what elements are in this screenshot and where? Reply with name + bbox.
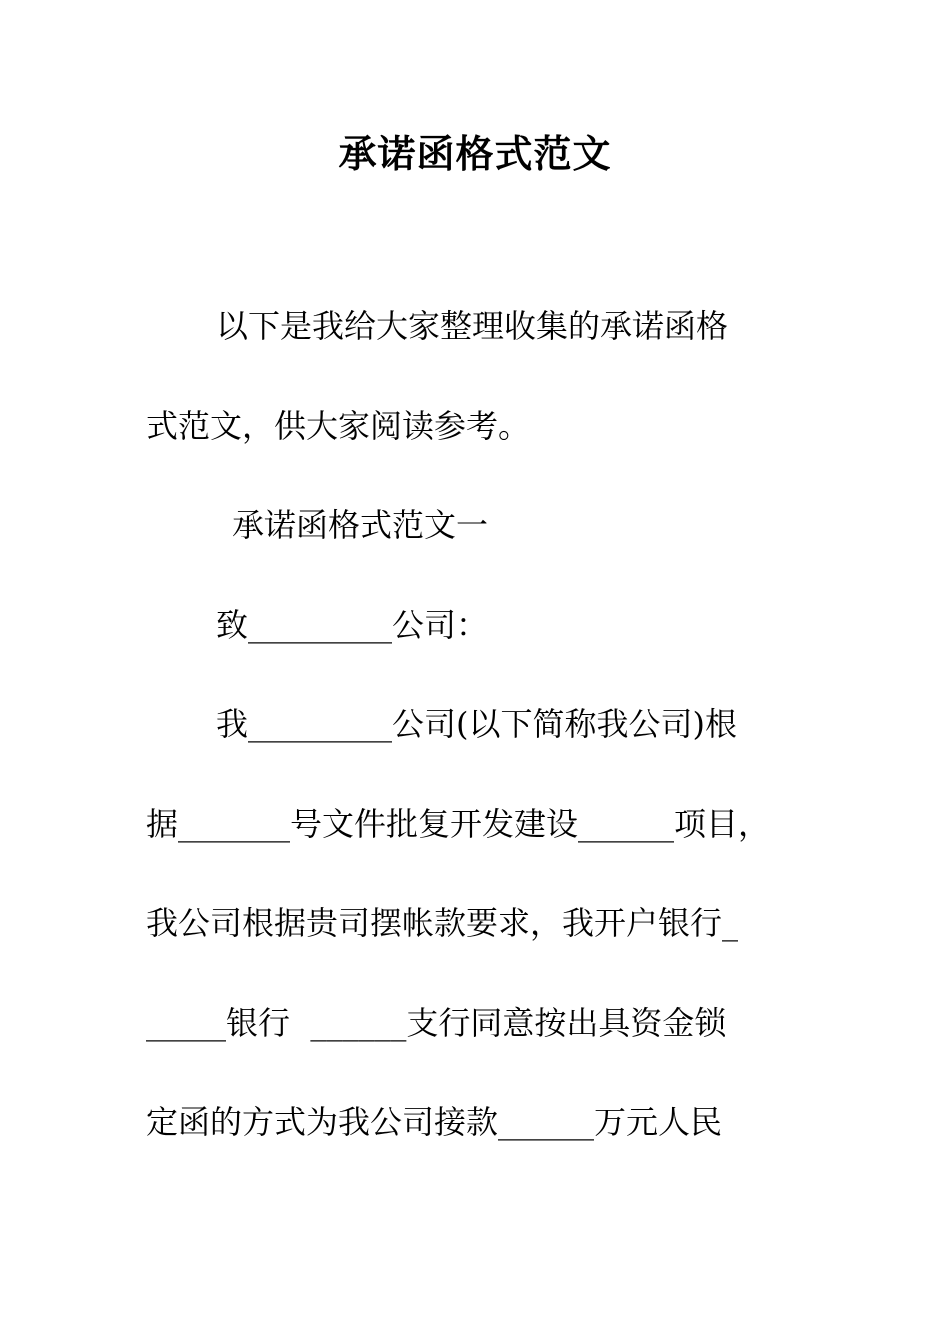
paragraph-line: _____银行 ______支行同意按出具资金锁 [146, 1004, 727, 1042]
section-heading: 承诺函格式范文一 [232, 506, 489, 544]
paragraph-line: 式范文，供大家阅读参考。 [146, 407, 531, 445]
paragraph-line: 我公司根据贵司摆帐款要求，我开户银行_ [146, 904, 739, 942]
paragraph-line: 定函的方式为我公司接款______万元人民 [146, 1103, 723, 1141]
addressee-line: 致_________公司： [216, 606, 489, 644]
paragraph-line: 我_________公司(以下简称我公司)根 [216, 705, 737, 743]
document-title: 承诺函格式范文 [338, 131, 612, 176]
paragraph-line: 以下是我给大家整理收集的承诺函格 [216, 307, 729, 345]
paragraph-line: 据_______号文件批复开发建设______项目， [146, 805, 771, 843]
